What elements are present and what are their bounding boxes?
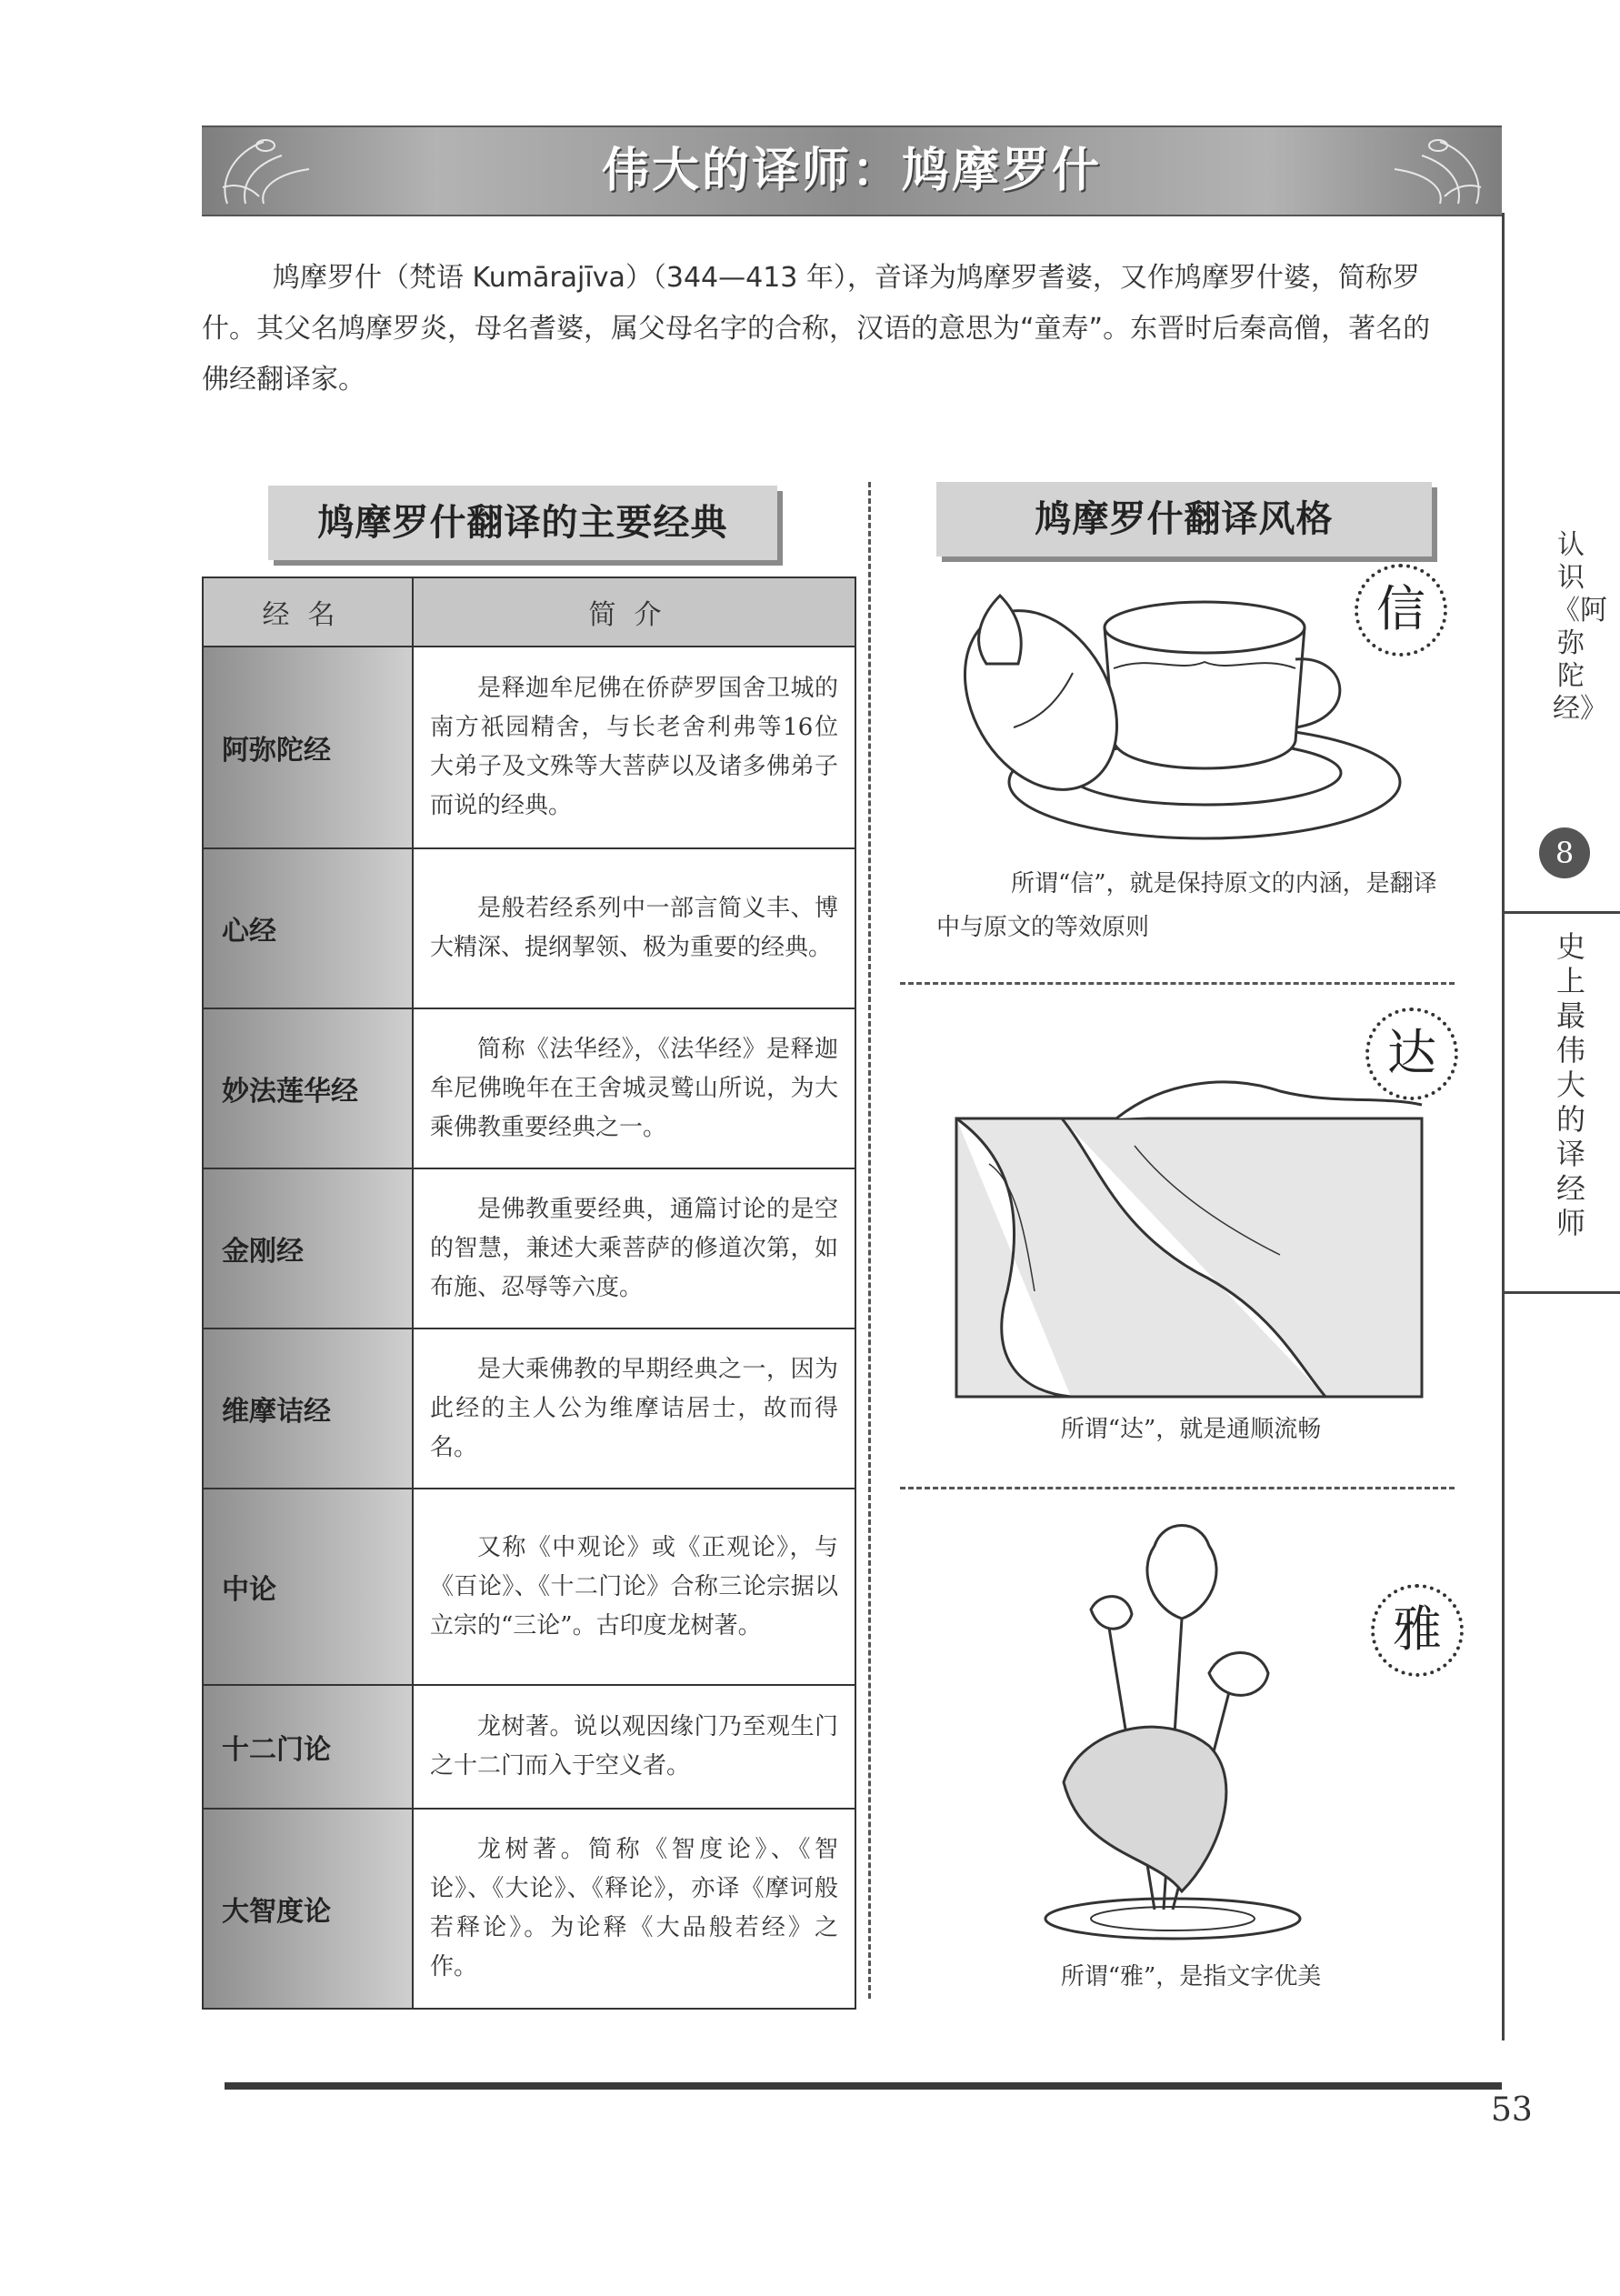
lotus-illustration (1027, 1509, 1318, 1946)
table-row (203, 647, 855, 848)
table-row (203, 1008, 855, 1168)
chapter-number: 8 (1539, 827, 1590, 878)
work-name: 大智度论 (203, 1809, 413, 2009)
work-name: 阿弥陀经 (203, 647, 413, 848)
work-desc: 简称《法华经》，《法华经》是释迦牟尼佛晚年在王舍城灵鹫山所说，为大乘佛教重要经典之一。 (413, 1008, 855, 1168)
footer-rule (225, 2082, 1502, 2090)
caption-ya: 所谓“雅”，是指文字优美 (1060, 1963, 1322, 1990)
work-desc: 是大乘佛教的早期经典之一，因为此经的主人公为维摩诘居士，故而得名。 (413, 1328, 855, 1489)
section-heading-works: 鸠摩罗什翻译的主要经典 (268, 486, 777, 560)
page-title: 伟大的译师：鸠摩罗什 (601, 144, 1102, 198)
teacup-illustration (950, 582, 1405, 855)
column-header-desc: 简介 (413, 577, 855, 647)
vertical-divider (868, 482, 871, 1999)
works-table (202, 577, 856, 2010)
work-desc: 又称《中观论》或《正观论》，与《百论》、《十二门论》合称三论宗据以立宗的“三论”。古印度龙树著。 (413, 1489, 855, 1685)
caption-da: 所谓“达”，就是通顺流畅 (1060, 1416, 1322, 1443)
intro-paragraph: 鸠摩罗什（梵语 Kumārajīva）（344—413 年），音译为鸠摩罗耆婆，又作鸠摩罗什婆，简称罗什。其父名鸠摩罗炎，母名耆婆，属父母名字的合称，汉语的意思为“童寿”。东晋时后秦高僧，著名的佛经翻译家。 (202, 262, 1431, 396)
work-name: 十二门论 (203, 1685, 413, 1809)
badge-xin: 信 (1355, 564, 1447, 657)
work-desc: 龙树著。说以观因缘门乃至观生门之十二门而入于空义者。 (413, 1685, 855, 1809)
lotus-ornament-right (1376, 133, 1495, 209)
caption-xin: 所谓“信”，就是保持原文的内涵，是翻译中与原文的等效原则 (936, 870, 1437, 941)
side-divider (1505, 911, 1620, 914)
table-row (203, 1168, 855, 1328)
work-desc: 是释迦牟尼佛在侨萨罗国舍卫城的南方祇园精舍，与长老舍利弗等16位大弟子及文殊等大菩萨以及诸多佛弟子而说的经典。 (413, 647, 855, 848)
title-banner (202, 125, 1502, 216)
table-row (203, 1685, 855, 1809)
horizontal-divider (900, 982, 1455, 985)
horizontal-divider (900, 1487, 1455, 1489)
river-illustration (953, 1055, 1425, 1400)
work-name: 金刚经 (203, 1168, 413, 1328)
work-name: 心经 (203, 848, 413, 1008)
work-name: 维摩诘经 (203, 1328, 413, 1489)
work-desc: 是般若经系列中一部言简义丰、博大精深、提纲挈领、极为重要的经典。 (413, 848, 855, 1008)
work-desc: 龙树著。简称《智度论》、《智论》、《大论》、《释论》，亦译《摩诃般若释论》。为论释《大品般若经》之作。 (413, 1809, 855, 2009)
table-row (203, 1328, 855, 1489)
work-name: 中论 (203, 1489, 413, 1685)
frame-line (1502, 213, 1505, 2040)
table-row (203, 848, 855, 1008)
column-header-name: 经名 (203, 577, 413, 647)
table-row (203, 1809, 855, 2009)
work-desc: 是佛教重要经典，通篇讨论的是空的智慧，兼述大乘菩萨的修道次第，如布施、忍辱等六度。 (413, 1168, 855, 1328)
section-heading-style: 鸠摩罗什翻译风格 (936, 482, 1432, 556)
badge-ya: 雅 (1371, 1584, 1464, 1677)
side-book-title: 认识《阿弥陀经》 (1553, 529, 1607, 725)
badge-da: 达 (1365, 1008, 1458, 1100)
table-header-row (203, 577, 855, 647)
side-divider (1505, 1291, 1620, 1294)
side-chapter-title: 史上最伟大的译经师 (1555, 929, 1585, 1240)
work-name: 妙法莲华经 (203, 1008, 413, 1168)
page-number: 53 (1491, 2091, 1533, 2129)
table-row (203, 1489, 855, 1685)
